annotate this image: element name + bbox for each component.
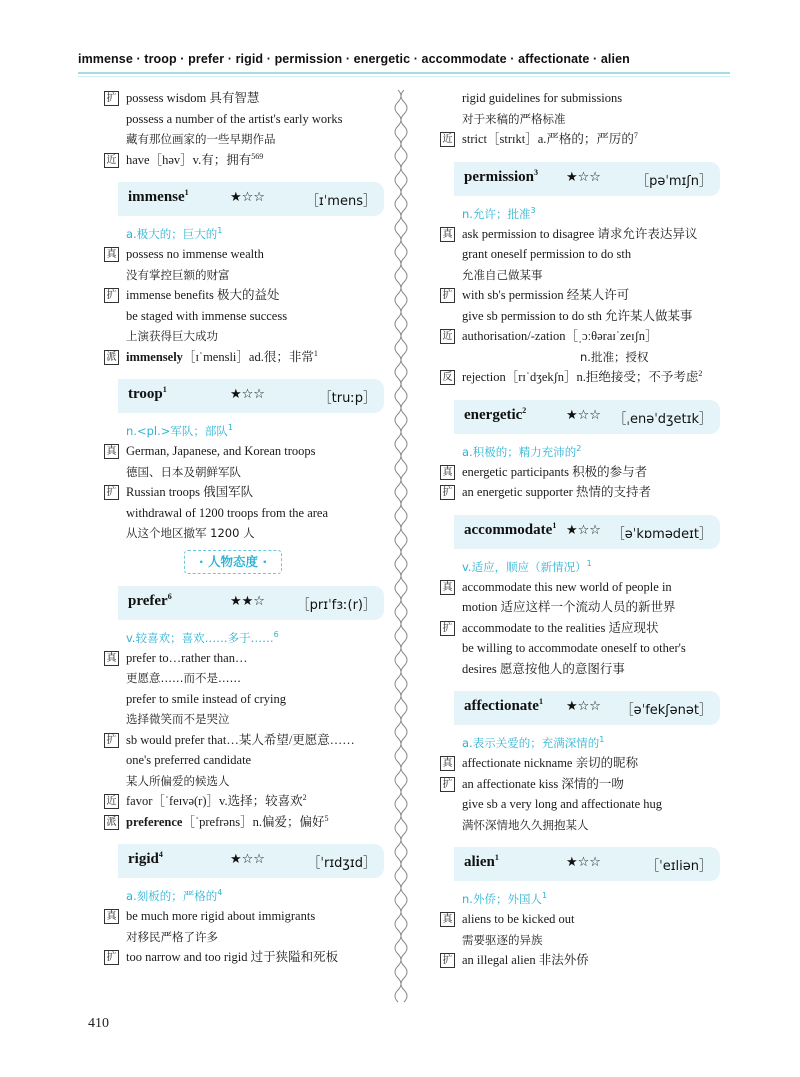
definition (440, 733, 720, 753)
entry-row (104, 689, 384, 710)
row-text: sb would prefer that…某人希望/更愿意…… (126, 732, 355, 747)
row-text: prefer to smile instead of crying (126, 691, 287, 706)
entry-row (104, 771, 384, 792)
definition-superscript: 1 (541, 891, 548, 901)
entry-energetic (440, 400, 720, 503)
headword-box (454, 691, 720, 725)
row-text: possess a number of the artist's early works (126, 111, 343, 126)
headword-text: energetic (464, 406, 523, 423)
tag-icon: 真 (104, 909, 119, 924)
row-text: immense benefits 极大的益处 (126, 288, 280, 302)
definition-superscript: 6 (273, 629, 279, 639)
headword-text: permission (464, 168, 535, 185)
headword-box (118, 182, 384, 216)
header-rule (78, 72, 730, 74)
row-text: motion 适应这样一个流动人员的新世界 (462, 600, 676, 614)
row-text: rejection［rɪˈdʒekʃn］n.拒绝接受；不予考虑 (462, 370, 699, 384)
star-rating: ★☆☆ (566, 169, 601, 185)
headword-superscript: 1 (162, 385, 167, 394)
row-text: possess wisdom 具有智慧 (126, 91, 260, 105)
entry-row (440, 618, 720, 639)
definition-text: v.较喜欢；喜欢……多于…… (126, 630, 274, 645)
headword (464, 698, 543, 715)
entry-row (104, 648, 384, 669)
entry-row (104, 244, 384, 265)
entry-row (440, 794, 720, 815)
headword-text: rigid (128, 851, 159, 867)
headword-text: accommodate (464, 521, 553, 538)
entry-row (440, 774, 720, 795)
entry-row (440, 930, 720, 951)
definition (440, 442, 720, 462)
entry-row (104, 441, 384, 462)
row-text: ［ɪˈmensli］ad.很；非常 (182, 349, 314, 364)
phonetic: ［pəˈmɪʃn］ (636, 173, 712, 189)
row-text: 需要驱逐的异族 (462, 932, 543, 947)
row-text: have［həv］v.有；拥有 (126, 152, 252, 167)
definition-superscript: 3 (530, 205, 536, 215)
headword-superscript: 1 (494, 853, 499, 862)
row-text: grant oneself permission to do sth (462, 247, 632, 261)
row-text: an energetic supporter 热情的支持者 (462, 485, 651, 499)
entry-row (440, 244, 720, 265)
frequency-superscript: 2 (698, 368, 703, 378)
headword (464, 854, 499, 871)
definition-superscript: 4 (217, 888, 223, 898)
row-text: an illegal alien 非法外侨 (462, 953, 589, 967)
row-text: 藏有那位画家的一些早期作品 (126, 132, 276, 146)
entry-row (104, 947, 384, 968)
entry-immense (104, 182, 384, 367)
phonetic: ［ˈeɪliən］ (646, 859, 712, 874)
page-header: immense · troop · prefer · rigid · permission · energetic · accommodate · affectionate · alien (78, 52, 630, 66)
star-rating: ★★☆ (230, 593, 265, 609)
tag-icon: 扩 (104, 288, 119, 303)
left-column (104, 88, 384, 968)
entry-row (440, 285, 720, 306)
row-text: accommodate this new world of people in (462, 579, 672, 594)
entry-row (104, 927, 384, 948)
entry-troop (104, 379, 384, 544)
entry-row (440, 815, 720, 836)
row-text: strict［strɪkt］a.严格的；严厉的 (462, 132, 634, 146)
headword-text: immense (128, 189, 185, 205)
definition (104, 224, 384, 244)
row-text: be staged with immense success (126, 308, 288, 323)
entry-row (440, 109, 720, 130)
tag-icon: 真 (104, 651, 119, 666)
entry-row (440, 462, 720, 483)
right-pre-block (440, 88, 720, 150)
header-rule-thin (78, 76, 730, 77)
right-column (440, 88, 720, 971)
row-text: 从这个地区撤军 1200 人 (126, 526, 255, 540)
phonetic: ［əˈfekʃənət］ (620, 703, 712, 718)
row-text: desires 愿意按他人的意图行事 (462, 661, 625, 676)
entry-row (440, 88, 720, 109)
entry-row (104, 265, 384, 286)
star-rating: ★☆☆ (566, 699, 601, 714)
entry-row (104, 285, 384, 306)
tag-icon: 真 (440, 227, 455, 242)
headword (128, 593, 172, 610)
tag-icon: 近 (104, 794, 119, 809)
tag-icon: 反 (440, 370, 455, 385)
entry-row (440, 950, 720, 971)
row-text: be willing to accommodate oneself to other's (462, 641, 686, 655)
entry-row (440, 659, 720, 680)
row-text: withdrawal of 1200 troops from the area (126, 505, 329, 520)
headword-box (454, 400, 720, 434)
row-text: prefer to…rather than… (126, 650, 248, 665)
entry-row (104, 347, 384, 368)
row-text: 某人所偏爱的候选人 (126, 773, 230, 788)
definition (440, 557, 720, 577)
entry-row (440, 129, 720, 150)
row-text: an affectionate kiss 深情的一吻 (462, 776, 624, 791)
entry-row (440, 909, 720, 930)
row-text: ask permission to disagree 请求允许表达异议 (462, 226, 698, 241)
entry-row (104, 306, 384, 327)
entry-row (440, 597, 720, 618)
derived-word: immensely (126, 349, 183, 364)
headword-box (454, 847, 720, 881)
row-text: 上演获得巨大成功 (126, 329, 218, 343)
definition-text: n.<pl.>军队；部队 (126, 424, 228, 438)
tag-icon: 扩 (104, 733, 119, 748)
definition-text: n.外侨；外国人 (462, 892, 542, 906)
entry-row (104, 906, 384, 927)
row-text: authorisation/-zation［ˌɔːθəraɪˈzeɪʃn］ (462, 329, 658, 343)
definition-text: a.表示关爱的；充满深情的 (462, 736, 600, 750)
entry-row (104, 326, 384, 347)
headword-superscript: 2 (522, 405, 527, 415)
headword-superscript: 1 (184, 188, 189, 197)
entry-affectionate (440, 691, 720, 835)
star-rating: ★☆☆ (230, 190, 265, 205)
row-text: give sb a very long and affectionate hug (462, 797, 663, 811)
headword-box (118, 586, 384, 620)
tag-icon: 近 (440, 132, 455, 147)
frequency-superscript: 5 (324, 813, 329, 823)
entry-row (104, 129, 384, 150)
definition (440, 889, 720, 909)
entry-row (440, 265, 720, 286)
definition (440, 204, 720, 224)
entry-row (104, 523, 384, 544)
entry-row (104, 750, 384, 771)
entry-row (440, 224, 720, 245)
tag-icon: 扩 (440, 288, 455, 303)
definition-text: n.允许；批准 (462, 206, 531, 221)
row-text: be much more rigid about immigrants (126, 909, 316, 923)
tag-icon: 真 (440, 912, 455, 927)
definition-text: a.极大的；巨大的 (126, 227, 218, 241)
definition-superscript: 1 (217, 226, 223, 236)
headword (128, 386, 167, 403)
row-text: give sb permission to do sth 允许某人做某事 (462, 308, 693, 323)
tag-icon: 真 (440, 756, 455, 771)
definition-text: a.积极的；精力充沛的 (462, 444, 577, 459)
row-text: rigid guidelines for submissions (462, 91, 623, 105)
row-text: 选择微笑而不是哭泣 (126, 712, 230, 726)
entry-row (104, 462, 384, 483)
entry-row (104, 109, 384, 130)
entry-row (104, 709, 384, 730)
phonetic: ［ˈrɪdʒɪd］ (307, 856, 376, 871)
tag-icon: 扩 (104, 950, 119, 965)
row-text: 更愿意……而不是…… (126, 671, 241, 685)
entry-row (440, 306, 720, 327)
row-text: 没有掌控巨额的财富 (126, 267, 230, 282)
column-divider-ornament (394, 90, 408, 1005)
headword-text: affectionate (464, 698, 539, 714)
definition (104, 886, 384, 906)
entry-row (440, 326, 720, 347)
tag-icon: 派 (104, 815, 119, 830)
headword (464, 407, 526, 424)
tag-icon: 扩 (440, 485, 455, 500)
definition-superscript: 1 (227, 423, 233, 433)
entry-row (104, 482, 384, 503)
derived-word: preference (126, 814, 183, 829)
headword-text: troop (128, 386, 163, 402)
tag-icon: 真 (104, 444, 119, 459)
entry-row (104, 730, 384, 751)
row-text: aliens to be kicked out (462, 912, 575, 926)
headword-superscript: 1 (538, 697, 543, 706)
row-text: German, Japanese, and Korean troops (126, 444, 316, 458)
entry-row (104, 791, 384, 812)
row-text: n.批准；授权 (580, 349, 649, 364)
star-rating: ★☆☆ (566, 522, 601, 538)
headword-box (454, 162, 720, 196)
headword-box (454, 515, 720, 549)
entry-row (440, 367, 720, 388)
headword (128, 851, 163, 868)
headword-superscript: 1 (552, 520, 557, 530)
star-rating: ★☆☆ (230, 852, 265, 867)
page-number: 410 (88, 1016, 109, 1031)
headword-box (118, 379, 384, 413)
headword-superscript: 3 (534, 167, 539, 177)
row-text: Russian troops 俄国军队 (126, 485, 254, 499)
entry-alien (440, 847, 720, 971)
row-text: accommodate to the realities 适应现状 (462, 620, 659, 635)
headword-box (118, 844, 384, 878)
row-text: energetic participants 积极的参与者 (462, 464, 648, 479)
tag-icon: 扩 (104, 485, 119, 500)
frequency-superscript: 1 (313, 348, 318, 358)
entry-row (440, 638, 720, 659)
entry-rigid (104, 844, 384, 968)
definition-superscript: 2 (576, 443, 582, 453)
entry-row (104, 668, 384, 689)
entry-row (440, 577, 720, 598)
entry-row (104, 88, 384, 109)
phonetic: ［ɪˈmens］ (305, 194, 376, 209)
row-text: 德国、日本及朝鲜军队 (126, 464, 241, 479)
star-rating: ★☆☆ (230, 387, 265, 402)
entry-row (440, 347, 720, 368)
entry-row (104, 503, 384, 524)
tag-icon: 近 (440, 329, 455, 344)
entry-row (104, 812, 384, 833)
frequency-superscript: 7 (633, 130, 638, 140)
row-text: ［ˈprefrəns］n.偏爱；偏好 (182, 814, 325, 829)
row-text: with sb's permission 经某人许可 (462, 288, 630, 302)
tag-icon: 真 (104, 247, 119, 262)
star-rating: ★☆☆ (566, 407, 601, 423)
headword (464, 522, 556, 539)
definition-text: a.刻板的；严格的 (126, 889, 218, 903)
headword (464, 169, 538, 186)
row-text: 允准自己做某事 (462, 267, 543, 282)
section-label: · 人物态度 · (184, 550, 282, 574)
row-text: 对于来稿的严格标准 (462, 111, 566, 126)
entry-accommodate (440, 515, 720, 680)
row-text: possess no immense wealth (126, 247, 264, 261)
tag-icon: 派 (104, 350, 119, 365)
headword-text: alien (464, 854, 495, 870)
frequency-superscript: 569 (251, 151, 264, 161)
tag-icon: 扩 (440, 953, 455, 968)
left-pre-block (104, 88, 384, 170)
definition (104, 628, 384, 648)
row-text: 对移民严格了许多 (126, 929, 218, 944)
phonetic: ［truːp］ (318, 391, 376, 406)
entry-row (440, 753, 720, 774)
definition-text: v.适应，顺应（新情况） (462, 559, 587, 574)
tag-icon: 近 (104, 153, 119, 168)
entry-row (440, 482, 720, 503)
phonetic: ［prɪˈfɜː(r)］ (296, 597, 376, 613)
row-text: too narrow and too rigid 过于狭隘和死板 (126, 950, 339, 964)
phonetic: ［əˈkɒmədeɪt］ (611, 526, 712, 542)
tag-icon: 扩 (104, 91, 119, 106)
definition-superscript: 1 (599, 735, 605, 745)
star-rating: ★☆☆ (566, 855, 601, 870)
headword-superscript: 6 (167, 591, 172, 601)
entry-permission (440, 162, 720, 388)
tag-icon: 真 (440, 465, 455, 480)
headword (128, 189, 189, 206)
tag-icon: 扩 (440, 777, 455, 792)
row-text: affectionate nickname 亲切的昵称 (462, 756, 639, 770)
tag-icon: 真 (440, 580, 455, 595)
row-text: 满怀深情地久久拥抱某人 (462, 817, 589, 832)
row-text: one's preferred candidate (126, 753, 252, 767)
tag-icon: 扩 (440, 621, 455, 636)
definition (104, 421, 384, 441)
definition-superscript: 1 (586, 558, 592, 568)
entry-prefer (104, 586, 384, 833)
frequency-superscript: 2 (302, 792, 307, 802)
headword-text: prefer (128, 592, 168, 609)
phonetic: ［ˌenəˈdʒetɪk］ (613, 411, 712, 427)
row-text: favor［ˈfeɪvə(r)］v.选择；较喜欢 (126, 794, 303, 808)
headword-superscript: 4 (158, 850, 163, 859)
entry-row (104, 150, 384, 171)
